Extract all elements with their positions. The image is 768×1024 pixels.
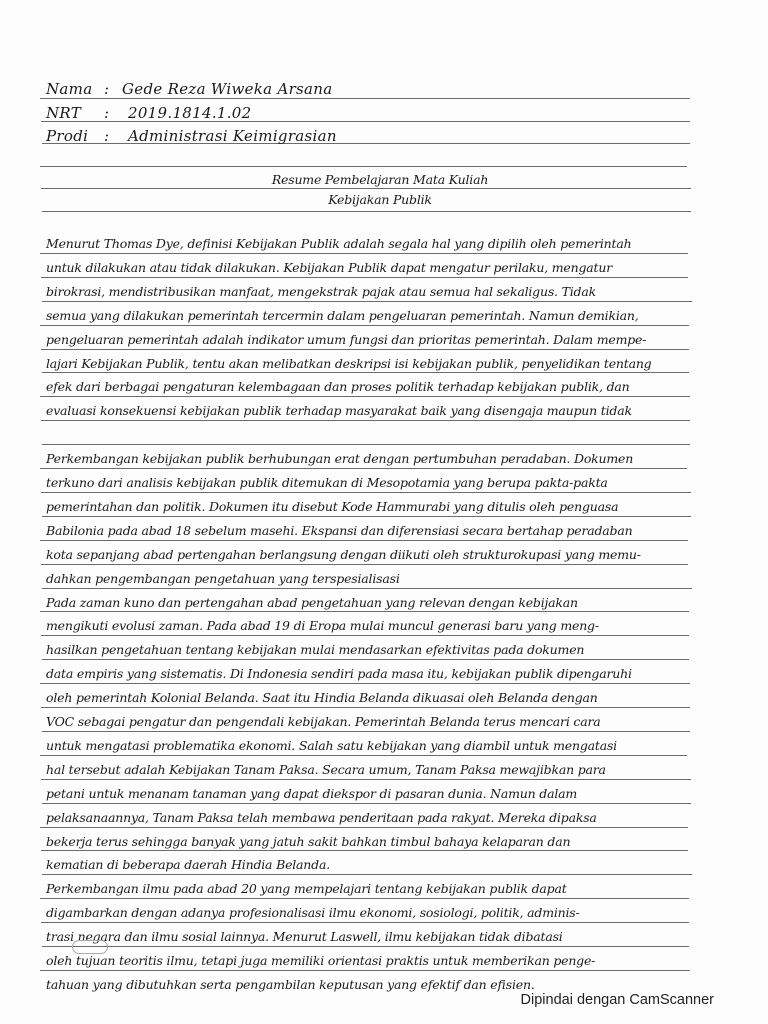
handwritten-line: birokrasi, mendistribusikan manfaat, mengekstrak pajak atau semua hal sekaligus. Tidak bbox=[46, 284, 596, 299]
handwritten-line: lajari Kebijakan Publik, tentu akan melibatkan deskripsi isi kebijakan publik, penyelidikan tentang bbox=[46, 356, 652, 371]
handwritten-line: hal tersebut adalah Kebijakan Tanam Paksa. Secara umum, Tanam Paksa mewajibkan para bbox=[46, 762, 606, 777]
prodi-label: Prodi bbox=[46, 127, 89, 145]
ruled-line bbox=[41, 779, 691, 780]
ruled-line bbox=[41, 492, 691, 493]
handwritten-line: pemerintahan dan politik. Dokumen itu disebut Kode Hammurabi yang ditulis oleh penguasa bbox=[46, 499, 619, 514]
ruled-line bbox=[40, 540, 688, 541]
handwritten-line: Menurut Thomas Dye, definisi Kebijakan Publik adalah segala hal yang dipilih oleh pemerintah bbox=[46, 236, 632, 251]
ruled-line bbox=[41, 635, 689, 636]
ruled-line bbox=[42, 372, 689, 373]
handwritten-line: bekerja terus sehingga banyak yang jatuh sakit bahkan timbul bahaya kelaparan dan bbox=[46, 834, 571, 849]
ruled-line bbox=[40, 683, 690, 684]
handwritten-line: kematian di beberapa daerah Hindia Belanda. bbox=[46, 857, 330, 872]
ruled-line bbox=[42, 803, 691, 804]
handwritten-line: pelaksanaannya, Tanam Paksa telah membawa penderitaan pada rakyat. Mereka dipaksa bbox=[46, 810, 597, 825]
handwritten-line: evaluasi konsekuensi kebijakan publik terhadap masyarakat baik yang disengaja maupun tidak bbox=[46, 403, 632, 418]
nama-colon: : bbox=[104, 80, 110, 98]
handwritten-line: Perkembangan ilmu pada abad 20 yang mempelajari tentang kebijakan publik dapat bbox=[46, 881, 567, 896]
handwritten-line: trasi negara dan ilmu sosial lainnya. Menurut Laswell, ilmu kebijakan tidak dibatasi bbox=[46, 929, 563, 944]
handwritten-line: oleh pemerintah Kolonial Belanda. Saat itu Hindia Belanda dikuasai oleh Belanda dengan bbox=[46, 690, 598, 705]
handwritten-line: mengikuti evolusi zaman. Pada abad 19 di Eropa mulai muncul generasi baru yang meng- bbox=[46, 618, 599, 633]
handwritten-line: efek dari berbagai pengaturan kelembagaan dan proses politik terhadap kebijakan publik, dan bbox=[46, 379, 630, 394]
camscanner-footer: Dipindai dengan CamScanner bbox=[520, 992, 714, 1008]
handwritten-line: Perkembangan kebijakan publik berhubungan erat dengan pertumbuhan peradaban. Dokumen bbox=[46, 451, 634, 466]
handwritten-line: semua yang dilakukan pemerintah tercermin dalam pengeluaran pemerintah. Namun demikian, bbox=[46, 308, 639, 323]
nrt-value: 2019.1814.1.02 bbox=[128, 104, 252, 122]
prodi-value: Administrasi Keimigrasian bbox=[128, 127, 337, 145]
handwritten-line: kota sepanjang abad pertengahan berlangsung dengan diikuti oleh strukturokupasi yang memu- bbox=[46, 547, 641, 562]
nrt-colon: : bbox=[104, 104, 110, 122]
handwritten-line: oleh tujuan teoritis ilmu, tetapi juga memiliki orientasi praktis untuk memberikan penge- bbox=[46, 953, 596, 968]
ruled-line bbox=[42, 659, 689, 660]
handwritten-line: VOC sebagai pengatur dan pengendali kebijakan. Pemerintah Belanda terus mencari cara bbox=[46, 714, 601, 729]
ruled-line bbox=[40, 396, 690, 397]
ruled-line bbox=[40, 253, 688, 254]
ruled-line bbox=[41, 420, 690, 421]
ruled-line bbox=[40, 755, 687, 756]
handwritten-line: Babilonia pada abad 18 sebelum masehi. Ekspansi dan diferensiasi secara bertahap peradaban bbox=[46, 523, 633, 538]
document-subtitle: Kebijakan Publik bbox=[328, 192, 432, 207]
ruled-line bbox=[42, 588, 692, 589]
handwritten-line: petani untuk menanam tanaman yang dapat diekspor di pasaran dunia. Namun dalam bbox=[46, 786, 578, 801]
ruled-line bbox=[40, 468, 687, 469]
handwritten-line: untuk dilakukan atau tidak dilakukan. Kebijakan Publik dapat mengatur perilaku, mengatur bbox=[46, 260, 612, 275]
handwritten-line: terkuno dari analisis kebijakan publik ditemukan di Mesopotamia yang berupa pakta-pakta bbox=[46, 475, 608, 490]
nrt-label: NRT bbox=[46, 104, 82, 122]
handwritten-line: digambarkan dengan adanya profesionalisasi ilmu ekonomi, sosiologi, politik, adminis- bbox=[46, 905, 580, 920]
handwritten-line: hasilkan pengetahuan tentang kebijakan mulai mendasarkan efektivitas pada dokumen bbox=[46, 642, 585, 657]
ruled-line bbox=[40, 970, 690, 971]
handwritten-line: dahkan pengembangan pengetahuan yang terspesialisasi bbox=[46, 571, 400, 586]
ruled-line bbox=[42, 301, 692, 302]
ruled-line bbox=[42, 946, 689, 947]
ruled-line bbox=[41, 188, 691, 189]
ruled-line bbox=[40, 611, 689, 612]
ruled-line bbox=[42, 211, 691, 212]
ruled-line bbox=[40, 325, 689, 326]
nama-value: Gede Reza Wiweka Arsana bbox=[122, 80, 333, 98]
ruled-line bbox=[40, 98, 690, 99]
ruled-line bbox=[40, 898, 689, 899]
ruled-line bbox=[41, 564, 688, 565]
ruled-line bbox=[42, 731, 690, 732]
document-title: Resume Pembelajaran Mata Kuliah bbox=[271, 172, 489, 187]
prodi-colon: : bbox=[104, 127, 110, 145]
ruled-line bbox=[42, 444, 690, 445]
handwritten-line: tahuan yang dibutuhkan serta pengambilan keputusan yang efektif dan efisien. bbox=[46, 977, 535, 992]
ruled-line bbox=[42, 516, 691, 517]
ruled-line bbox=[42, 874, 692, 875]
ruled-line bbox=[41, 850, 688, 851]
ruled-line bbox=[41, 922, 689, 923]
nama-label: Nama bbox=[46, 80, 93, 98]
page-number-mark bbox=[72, 940, 108, 954]
handwritten-line: pengeluaran pemerintah adalah indikator umum fungsi dan prioritas pemerintah. Dalam mempe- bbox=[46, 332, 647, 347]
ruled-line bbox=[41, 349, 689, 350]
ruled-line bbox=[40, 166, 687, 167]
handwritten-line: untuk mengatasi problematika ekonomi. Salah satu kebijakan yang diambil untuk mengatasi bbox=[46, 738, 617, 753]
handwritten-line: data empiris yang sistematis. Di Indonesia sendiri pada masa itu, kebijakan publik dipengaruhi bbox=[46, 666, 632, 681]
handwritten-line: Pada zaman kuno dan pertengahan abad pengetahuan yang relevan dengan kebijakan bbox=[46, 595, 578, 610]
ruled-line bbox=[41, 277, 688, 278]
ruled-line bbox=[40, 827, 688, 828]
ruled-line bbox=[41, 707, 690, 708]
